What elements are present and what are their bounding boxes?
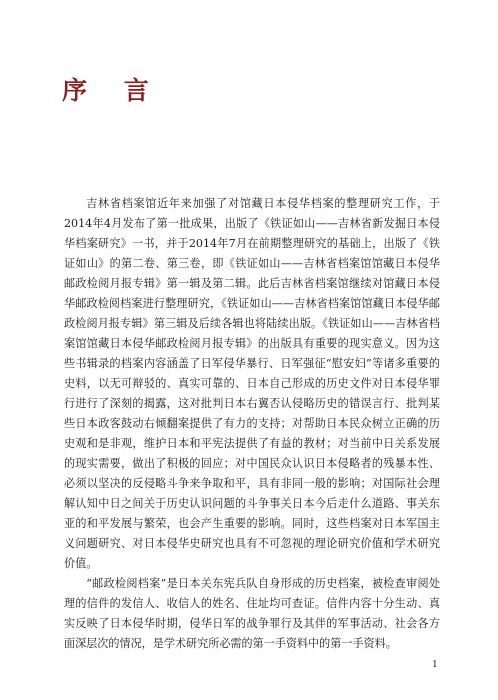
page-title: 序 言 (62, 76, 163, 105)
paragraph: “邮政检阅档案”是日本关东宪兵队自身形成的历史档案，被检查审阅处理的信件的发信人、收信人的姓名、住址均可查证。信件内容十分生动、真实反映了日本侵华时期，侵华日军的战争罪行及其伴的军事活动、社会各方面深层次的情况，是学术研究所必需的第一手资料中的第一手资料。 (64, 577, 440, 650)
body-text (64, 194, 440, 654)
paragraph: 吉林省档案馆近年来加强了对馆藏日本侵华档案的整理研究工作，于2014年4月发布了第一批成果，出版了《铁证如山——吉林省新发掘日本侵华档案研究》一书，并于2014年7月在前期整理研究的基础上，出版了《铁证如山》的第二卷、第三卷，即《铁证如山——吉林省档案馆馆藏日本侵华邮政检阅月报专辑》第一辑及第二辑。此后吉林省档案馆继续对馆藏日本侵华邮政检阅档案进行整理研究，《铁证如山——吉林省档案馆馆藏日本侵华邮政检阅月报专辑》第三辑及后续各辑也将陆续出版。《铁证如山——吉林省档案馆馆藏日本侵华邮政检阅月报专辑》的出版具有重要的现实意义。因为这些书辑录的档案内容涵盖了日军侵华暴行、日军强征“慰安妇”等诸多重要的史料，以无可辩驳的、真实可靠的、日本自己形成的历史文件对日本侵华罪行进行了深刻的揭露，这对批判日本右翼否认侵略历史的错误言行、批判某些日本政客鼓动右倾翻案提供了有力的支持；对帮助日本民众树立正确的历史观和是非观，维护日本和平宪法提供了有益的教材；对当前中日关系发展的现实需要，做出了积极的回应；对中国民众认识日本侵略者的残暴本性、必须以坚决的反侵略斗争来争取和平，具有非同一般的影响；对国际社会理解认知中日之间关于历史认识问题的斗争事关日本今后走什么道路、事关东亚的和平发展与繁荣，也会产生重要的影响。同时，这些档案对日本军国主义问题研究、对日本侵华史研究也具有不可忽视的理论研究价值和学术研究价值。 (64, 197, 440, 570)
page-number: 1 (432, 658, 438, 670)
